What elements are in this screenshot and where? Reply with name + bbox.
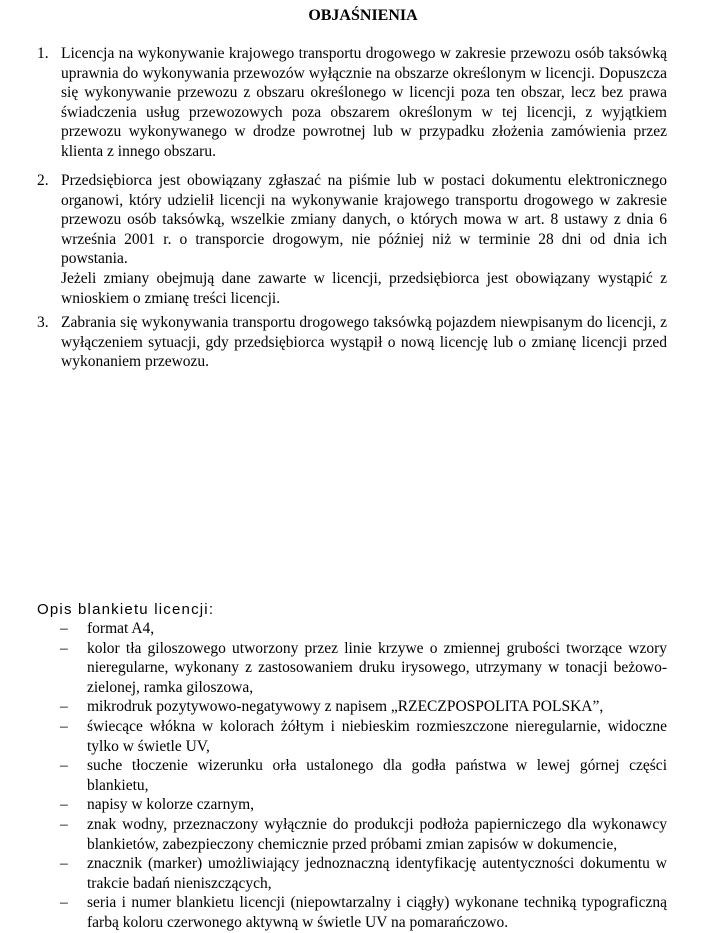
item-paragraph: Licencja na wykonywanie krajowego transportu drogowego w zakresie przewozu osób taksówką uprawnia do wykonywania przewozów wyłącznie na obszarze określonym w licencji. Dopuszcza się wykonywanie przewozu z obszaru określonego w licencji poza ten obszar, lecz bez prawa świadczenia usług przewozowych poza obszarem określonym w tej licencji, z wyjątkiem przewozu wykonywanego w drodze powrotnej lub w przypadku złożenia zamówienia przez klienta z innego obszaru. xyxy=(61,45,667,160)
item-body xyxy=(61,313,667,372)
blank-description-list xyxy=(60,619,667,933)
list-item xyxy=(60,893,667,932)
list-item xyxy=(60,639,667,698)
list-item xyxy=(60,697,667,717)
list-item xyxy=(60,854,667,893)
bullet-dash: – xyxy=(60,855,68,873)
list-item-text: znacznik (marker) umożliwiający jednoznaczną identyfikację autentyczności dokumentu w trakcie badań nieniszczących, xyxy=(87,855,667,892)
list-item-text: świecące włókna w kolorach żółtym i niebieskim rozmieszczone nieregularnie, widoczne tylko w świetle UV, xyxy=(87,717,667,755)
list-item-text: suche tłoczenie wizerunku orła ustalonego dla godła państwa w lewej górnej części blankietu, xyxy=(87,757,667,794)
list-item xyxy=(60,717,667,756)
item-body xyxy=(61,44,667,162)
bullet-dash: – xyxy=(60,717,68,735)
item-number: 2. xyxy=(37,172,49,189)
bullet-dash: – xyxy=(60,894,68,912)
item-number: 3. xyxy=(37,314,49,331)
page-title: OBJAŚNIENIA xyxy=(308,7,418,24)
list-item xyxy=(60,619,667,639)
list-item-text: format A4, xyxy=(87,620,155,637)
list-item xyxy=(60,795,667,815)
bullet-dash: – xyxy=(60,796,68,814)
item-number: 1. xyxy=(37,45,49,62)
explanation-item-1 xyxy=(37,44,667,162)
bullet-dash: – xyxy=(60,815,68,833)
list-item-text: mikrodruk pozytywowo-negatywowy z napisem „RZECZPOSPOLITA POLSKA”, xyxy=(87,698,604,716)
blank-description-heading: Opis blankietu licencji: xyxy=(37,601,215,618)
item-paragraph: Przedsiębiorca jest obowiązany zgłaszać na piśmie lub w postaci dokumentu elektronicznego organowi, który udzielił licencji na wykonywanie krajowego transportu drogowego w zakresie przewozu osób taksówką, wszelkie zmiany danych, o których mowa w art. 8 ustawy z dnia 6 września 2001 r. o transporcie drogowym, nie później niż w terminie 28 dni od dnia ich powstania. xyxy=(61,172,667,268)
list-item-text: kolor tła giloszowego utworzony przez linie krzywe o zmiennej grubości tworzące wzory nieregularne, wykonany z zastosowaniem druku irysowego, utrzymany w tonacji beżowo-zielonej, ramka giloszowa, xyxy=(87,639,667,696)
list-item-text: napisy w kolorze czarnym, xyxy=(87,796,254,814)
bullet-dash: – xyxy=(60,620,68,637)
bullet-dash: – xyxy=(60,698,68,716)
list-item-text: seria i numer blankietu licencji (niepowtarzalny i ciągły) wykonane techniką typograficzną farbą koloru czerwonego aktywną w świetle UV na pomarańczowo. xyxy=(87,894,667,931)
explanation-item-3 xyxy=(37,313,667,372)
item-paragraph: Jeżeli zmiany obejmują dane zawarte w licencji, przedsiębiorca jest obowiązany wystąpić z wnioskiem o zmianę treści licencji. xyxy=(61,269,667,307)
list-item-text: znak wodny, przeznaczony wyłącznie do produkcji podłoża papierniczego dla wykonawcy blankietów, zabezpieczony chemicznie przed próbami zmian zapisów w dokumencie, xyxy=(87,815,667,853)
list-item xyxy=(60,815,667,854)
list-item xyxy=(60,756,667,795)
explanation-item-2 xyxy=(37,171,667,308)
bullet-dash: – xyxy=(60,639,68,657)
item-paragraph: Zabrania się wykonywania transportu drogowego taksówką pojazdem niewpisanym do licencji, z wyłączeniem sytuacji, gdy przedsiębiorca wystąpił o nową licencję lub o zmianę licencji przed wykonaniem przewozu. xyxy=(61,314,667,371)
bullet-dash: – xyxy=(60,757,68,775)
item-body xyxy=(61,171,667,308)
